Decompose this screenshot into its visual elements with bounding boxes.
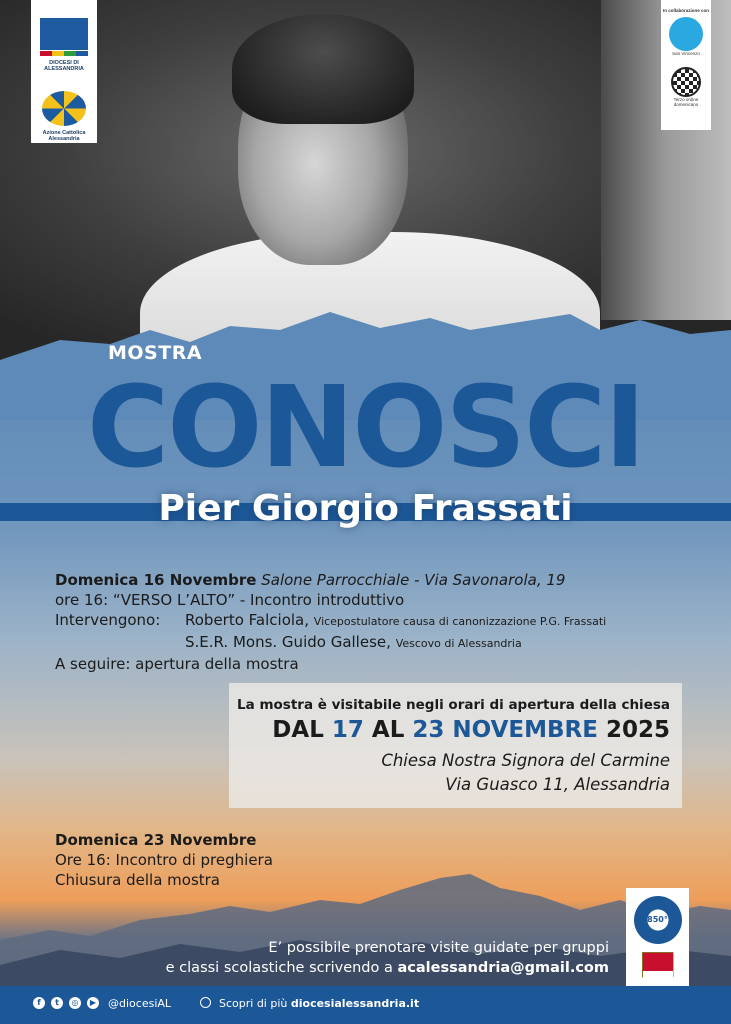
exhibition-dates xyxy=(272,717,670,743)
anniversary-seal xyxy=(634,896,682,944)
event-opening-time: ore 16: “VERSO L’ALTO” - Incontro introduttivo xyxy=(55,591,405,609)
diocesi-logo xyxy=(40,18,88,50)
footer-bar xyxy=(0,986,731,1024)
dates-to-day: 23 xyxy=(412,717,445,743)
facebook-icon[interactable]: f xyxy=(33,997,45,1009)
event-closing-line1: Ore 16: Incontro di preghiera xyxy=(55,851,273,869)
seal-text: 850° xyxy=(647,915,668,924)
san-vincenzo-caption: San Vincenzo xyxy=(672,51,700,57)
discover-label: Scopri di più xyxy=(219,997,288,1010)
booking-line2: e classi scolastiche scrivendo a xyxy=(165,960,393,976)
exhibition-church: Chiesa Nostra Signora del Carmine xyxy=(381,751,670,770)
booking-email-link[interactable]: acalessandria@gmail.com xyxy=(397,960,609,976)
subtitle: Pier Giorgio Frassati xyxy=(158,488,573,529)
dates-year: 2025 xyxy=(605,717,670,743)
left-logo-panel xyxy=(31,0,97,143)
exhibition-dates-box xyxy=(229,683,682,808)
dates-dal: DAL xyxy=(272,717,324,743)
speaker-2-role: Vescovo di Alessandria xyxy=(395,637,522,650)
main-title: CONOSCI xyxy=(87,363,644,493)
event-opening xyxy=(55,570,606,674)
photo-hair xyxy=(232,14,414,124)
dominican-order-caption: Terzo ordine domenicano xyxy=(673,96,699,108)
kicker-mostra: MOSTRA xyxy=(108,342,203,364)
event-opening-after: A seguire: apertura della mostra xyxy=(55,655,299,673)
event-closing-date: Domenica 23 Novembre xyxy=(55,831,257,849)
speaker-1-name: Roberto Falciola, xyxy=(185,611,309,629)
booking-info xyxy=(166,938,609,978)
speakers-label: Intervengono: xyxy=(55,611,161,629)
social-icons xyxy=(33,997,99,1009)
globe-icon xyxy=(200,997,211,1008)
diocesi-logo-caption: DIOCESI DI ALESSANDRIA xyxy=(44,59,84,73)
youtube-icon[interactable]: ▶ xyxy=(87,997,99,1009)
dates-al: AL xyxy=(371,717,405,743)
right-logo-panel xyxy=(661,0,711,130)
event-closing-line2: Chiusura della mostra xyxy=(55,871,220,889)
website-link[interactable]: diocesialessandria.it xyxy=(290,997,420,1010)
instagram-icon[interactable]: ◎ xyxy=(69,997,81,1009)
city-crest-icon xyxy=(642,952,674,990)
dates-from-day: 17 xyxy=(331,717,364,743)
twitter-icon[interactable]: t xyxy=(51,997,63,1009)
exhibition-address: Via Guasco 11, Alessandria xyxy=(445,775,670,794)
dominican-order-logo xyxy=(671,67,701,97)
booking-line1: E’ possibile prenotare visite guidate per gruppi xyxy=(268,940,609,956)
speaker-1-role: Vicepostulatore causa di canonizzazione P.G. Frassati xyxy=(313,615,607,628)
speaker-2-name: S.E.R. Mons. Guido Gallese, xyxy=(185,633,391,651)
collaboration-label: In collaborazione con xyxy=(662,8,709,13)
event-closing xyxy=(55,830,273,890)
event-opening-place: Salone Parrocchiale - Via Savonarola, 19 xyxy=(261,571,566,589)
website-text xyxy=(219,997,419,1010)
dates-month: NOVEMBRE xyxy=(452,717,598,743)
event-opening-date: Domenica 16 Novembre xyxy=(55,571,257,589)
social-handle[interactable]: @diocesiAL xyxy=(108,997,172,1010)
azione-cattolica-caption: Azione Cattolica Alessandria xyxy=(42,129,86,143)
exhibition-intro: La mostra è visitabile negli orari di apertura della chiesa xyxy=(237,697,670,713)
san-vincenzo-logo xyxy=(669,17,703,51)
azione-cattolica-logo xyxy=(42,91,86,126)
